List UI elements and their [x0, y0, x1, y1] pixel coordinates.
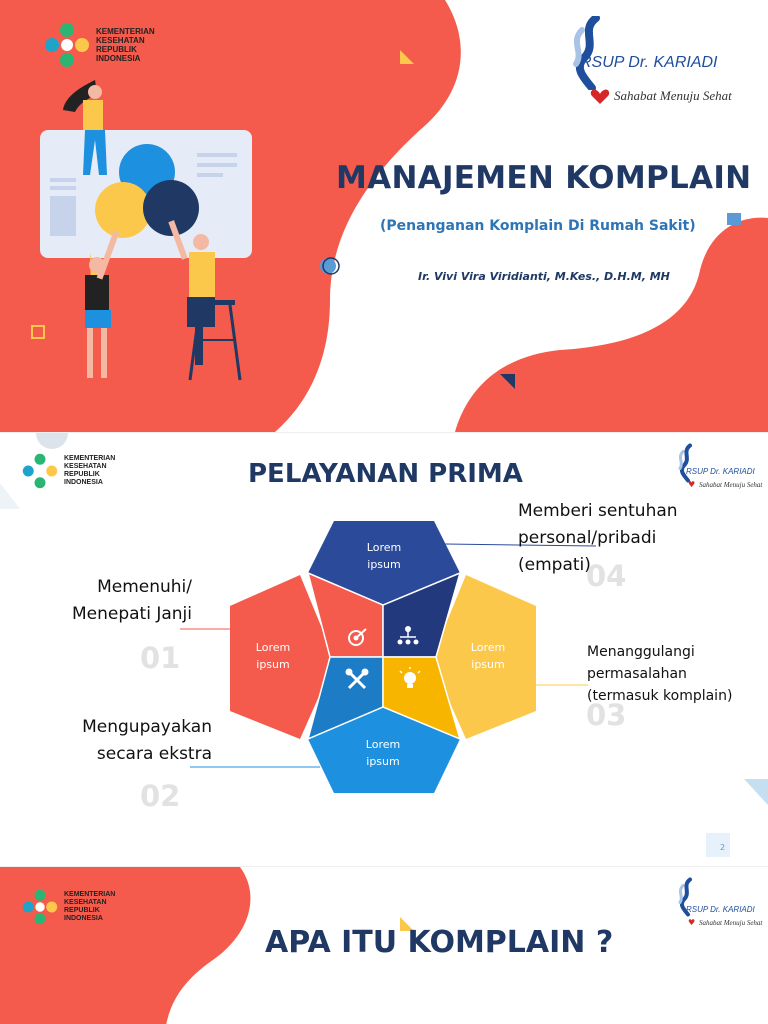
slide1-author: Ir. Vivi Vira Viridianti, M.Kes., D.H.M, MH: [418, 270, 670, 283]
rsup-name: RSUP Dr. KARIADI: [686, 467, 755, 476]
kemenkes-line-1: KEMENTERIAN: [96, 27, 155, 36]
item-01-line-2: Menepati Janji: [71, 604, 192, 624]
kemenkes-line-4: INDONESIA: [64, 915, 103, 922]
kemenkes-line-2: KESEHATAN: [96, 36, 145, 45]
kemenkes-line-3: REPUBLIK: [64, 907, 100, 914]
rsup-tagline: Sahabat Menuju Sehat: [699, 919, 763, 927]
heart-icon: [590, 89, 610, 105]
rsup-name: RSUP Dr. KARIADI: [580, 54, 718, 71]
kemenkes-line-3: REPUBLIK: [64, 471, 100, 478]
slide1-title: MANAJEMEN KOMPLAIN: [336, 160, 752, 196]
hex-left-label-line-1: Lorem: [255, 641, 291, 654]
item-04-text: [518, 498, 698, 579]
heart-icon: ♥: [688, 480, 696, 489]
item-01-number: 01: [140, 641, 181, 675]
slide1-subtitle: (Penanganan Komplain Di Rumah Sakit): [380, 218, 696, 234]
page-number: 2: [720, 843, 726, 852]
hex-right-label-line-1: Lorem: [470, 641, 506, 654]
kemenkes-line-2: KESEHATAN: [64, 899, 107, 906]
rsup-emblem-icon: [568, 16, 608, 90]
item-03-line-3: (termasuk komplain): [587, 688, 733, 704]
kemenkes-emblem-icon: [22, 889, 58, 925]
rsup-kariadi-logo: [674, 877, 766, 933]
slide-apa-itu-komplain: [0, 866, 768, 1024]
hex-bottom-label-line-1: Lorem: [365, 738, 401, 751]
item-02-text: [70, 714, 212, 768]
item-03-line-2: permasalahan: [587, 666, 687, 682]
kemenkes-logo: [22, 889, 115, 925]
slide-pelayanan-prima: [0, 432, 768, 864]
item-04-line-3: (empati): [518, 555, 591, 575]
hex-top-label-line-1: Lorem: [366, 541, 402, 554]
kemenkes-line-4: INDONESIA: [96, 54, 141, 63]
item-02-number: 02: [140, 779, 181, 813]
kemenkes-line-1: KEMENTERIAN: [64, 455, 116, 462]
item-03-line-1: Menanggulangi: [587, 644, 695, 660]
hex-left-label-line-2: ipsum: [256, 658, 290, 671]
slide-title: [0, 0, 768, 432]
item-02-line-2: secara ekstra: [96, 744, 212, 764]
item-01-line-1: Memenuhi/: [97, 577, 192, 597]
rsup-name: RSUP Dr. KARIADI: [686, 905, 755, 914]
item-04-line-1: Memberi sentuhan: [518, 501, 678, 521]
rsup-kariadi-logo: [566, 16, 746, 106]
hex-right-label-line-2: ipsum: [471, 658, 505, 671]
rsup-tagline: Sahabat Menuju Sehat: [699, 481, 763, 489]
item-03-text: [587, 641, 763, 707]
teamwork-illustration: [35, 80, 265, 385]
kemenkes-line-4: INDONESIA: [64, 479, 103, 486]
kemenkes-line-2: KESEHATAN: [64, 463, 107, 470]
kemenkes-logo: [44, 22, 155, 68]
heart-icon: ♥: [688, 918, 696, 927]
kemenkes-line-1: KEMENTERIAN: [64, 891, 116, 898]
item-01-text: [58, 574, 192, 628]
slide3-title: APA ITU KOMPLAIN ?: [265, 925, 614, 960]
kemenkes-line-3: REPUBLIK: [96, 45, 137, 54]
item-04-number: 04: [586, 559, 627, 593]
item-04-line-2: personal/pribadi: [518, 528, 657, 548]
hex-top-label-line-2: ipsum: [367, 558, 401, 571]
kemenkes-emblem-icon: [44, 22, 90, 68]
item-03-number: 03: [586, 698, 627, 732]
hex-bottom-label-line-2: ipsum: [366, 755, 400, 768]
item-02-line-1: Mengupayakan: [82, 717, 212, 737]
rsup-tagline: Sahabat Menuju Sehat: [614, 88, 732, 103]
slide2-title: PELAYANAN PRIMA: [248, 459, 523, 489]
